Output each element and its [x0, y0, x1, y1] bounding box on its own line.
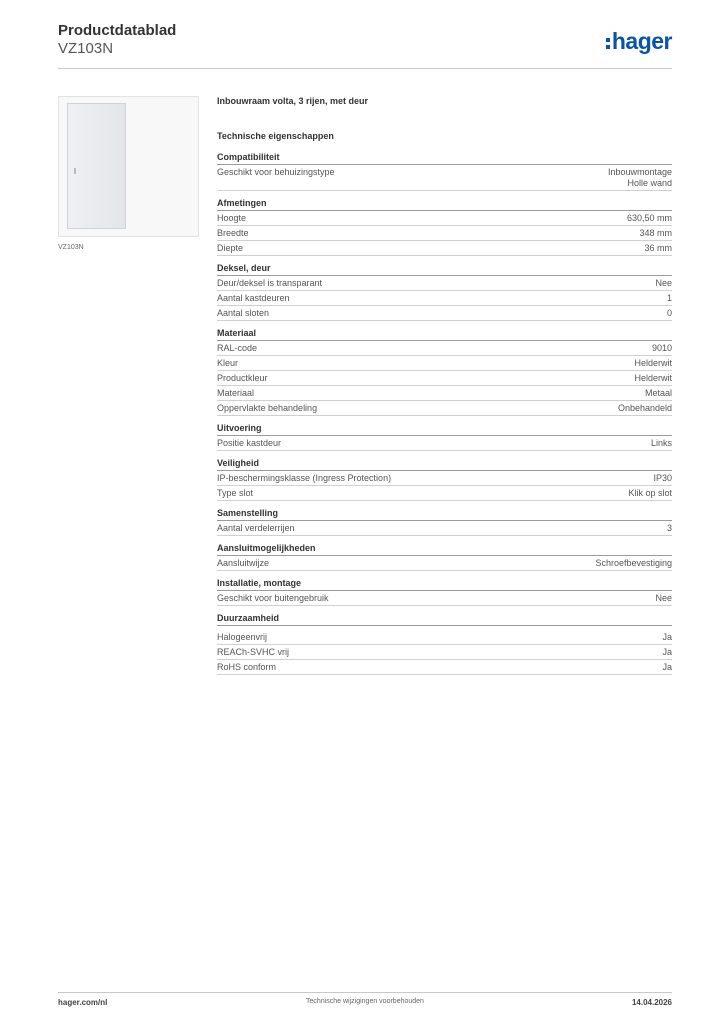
spec-sections [217, 152, 672, 675]
spec-value-line: 1 [666, 293, 672, 303]
spec-value-line: Helderwit [634, 373, 672, 383]
product-door-shape [67, 103, 126, 229]
spec-label: Aansluitwijze [217, 558, 270, 568]
spec-row [217, 401, 672, 416]
spec-label: REACh-SVHC vrij [217, 647, 290, 657]
spec-row [217, 436, 672, 451]
spec-value [651, 438, 672, 449]
spec-value [639, 228, 672, 239]
spec-value-line: Ja [662, 647, 672, 657]
spec-label: Geschikt voor behuizingstype [217, 167, 335, 177]
spec-section [217, 328, 672, 416]
spec-label: Productkleur [217, 373, 268, 383]
spec-label: Aantal verdelerrijen [217, 523, 295, 533]
hager-logo [606, 28, 672, 54]
section-title: Veiligheid [217, 458, 672, 471]
spec-row [217, 165, 672, 191]
section-title: Duurzaamheid [217, 613, 672, 626]
spec-label: Positie kastdeur [217, 438, 282, 448]
spec-label: Materiaal [217, 388, 255, 398]
spec-value-line: IP30 [653, 473, 672, 483]
spec-label: Kleur [217, 358, 239, 368]
spec-section [217, 458, 672, 501]
spec-section [217, 263, 672, 321]
logo-text: hager [611, 27, 672, 54]
spec-value [652, 343, 672, 354]
spec-value [618, 403, 672, 414]
spec-row [217, 226, 672, 241]
spec-label: Hoogte [217, 213, 247, 223]
footer-date: 14.04.2026 [631, 998, 672, 1007]
spec-value [608, 167, 672, 189]
spec-value [634, 358, 672, 369]
section-title: Materiaal [217, 328, 672, 341]
spec-section [217, 613, 672, 675]
spec-row [217, 211, 672, 226]
spec-row [217, 306, 672, 321]
spec-row [217, 371, 672, 386]
section-title: Aansluitmogelijkheden [217, 543, 672, 556]
spec-content [217, 96, 672, 682]
spec-section [217, 198, 672, 256]
section-title: Afmetingen [217, 198, 672, 211]
spec-value-line: Metaal [644, 388, 672, 398]
spec-section [217, 508, 672, 536]
spec-value-line: 9010 [651, 343, 672, 353]
spec-value [667, 523, 672, 534]
spec-value-line: Ja [662, 662, 672, 672]
spec-value-line: Inbouwmontage [607, 167, 672, 177]
spec-label: Geschikt voor buitengebruik [217, 593, 329, 603]
product-image [58, 96, 199, 237]
spec-value-line: Ja [662, 632, 672, 642]
spec-value [634, 373, 672, 384]
section-title: Uitvoering [217, 423, 672, 436]
page-header [58, 20, 672, 68]
spec-section [217, 152, 672, 191]
header-divider [58, 68, 672, 69]
spec-row [217, 660, 672, 675]
spec-row [217, 645, 672, 660]
spec-value-line: Links [650, 438, 672, 448]
spec-row [217, 291, 672, 306]
product-code: VZ103N [58, 40, 114, 57]
spec-value-line: Schroefbevestiging [595, 558, 672, 568]
spec-section [217, 423, 672, 451]
logo-dots-icon [606, 38, 610, 49]
spec-value-line: 36 mm [644, 243, 672, 253]
spec-section [217, 578, 672, 606]
spec-label: RoHS conform [217, 662, 277, 672]
spec-value-line: 3 [666, 523, 672, 533]
spec-row [217, 241, 672, 256]
section-title: Samenstelling [217, 508, 672, 521]
spec-row [217, 521, 672, 536]
spec-row [217, 471, 672, 486]
spec-value-line: Helderwit [634, 358, 672, 368]
spec-value [655, 278, 672, 289]
spec-label: Type slot [217, 488, 254, 498]
spec-value-line: Nee [655, 593, 672, 603]
spec-value [662, 662, 672, 673]
spec-row [217, 630, 672, 645]
spec-row [217, 556, 672, 571]
section-title: Installatie, montage [217, 578, 672, 591]
spec-section [217, 543, 672, 571]
image-caption: VZ103N [58, 244, 84, 251]
spec-label: Aantal sloten [217, 308, 270, 318]
spec-value [645, 388, 672, 399]
spec-label: Halogeenvrij [217, 632, 268, 642]
spec-value-line: Klik op slot [628, 488, 672, 498]
spec-row [217, 386, 672, 401]
spec-value [662, 647, 672, 658]
spec-value [655, 593, 672, 604]
spec-label: Aantal kastdeuren [217, 293, 290, 303]
tech-heading: Technische eigenschappen [217, 131, 334, 141]
spec-label: Diepte [217, 243, 244, 253]
spec-value [667, 308, 672, 319]
section-title: Deksel, deur [217, 263, 672, 276]
spec-label: RAL-code [217, 343, 258, 353]
spec-row [217, 591, 672, 606]
spec-value-line: Nee [655, 278, 672, 288]
footer-url[interactable]: hager.com/nl [58, 998, 108, 1007]
spec-value [628, 488, 672, 499]
footer-note: Technische wijzigingen voorbehouden [306, 998, 424, 1005]
section-title: Compatibiliteit [217, 152, 672, 165]
spec-value [627, 213, 672, 224]
product-name: Inbouwraam volta, 3 rijen, met deur [217, 96, 369, 106]
spec-value-line: 0 [666, 308, 672, 318]
spec-label: Deur/deksel is transparant [217, 278, 323, 288]
footer-divider [58, 992, 672, 993]
spec-value [644, 243, 672, 254]
spec-value-line: 348 mm [639, 228, 672, 238]
spec-row [217, 356, 672, 371]
spec-value-line: Onbehandeld [617, 403, 672, 413]
spec-value [662, 632, 672, 643]
spec-row [217, 341, 672, 356]
spec-value [653, 473, 672, 484]
document-title: Productdatablad [58, 22, 177, 39]
spec-row [217, 486, 672, 501]
spec-value-line: Holle wand [627, 178, 672, 188]
spec-label: IP-beschermingsklasse (Ingress Protection) [217, 473, 392, 483]
spec-row [217, 276, 672, 291]
spec-value [595, 558, 672, 569]
spec-value [667, 293, 672, 304]
spec-label: Breedte [217, 228, 249, 238]
spec-value-line: 630,50 mm [626, 213, 672, 223]
spec-label: Oppervlakte behandeling [217, 403, 318, 413]
